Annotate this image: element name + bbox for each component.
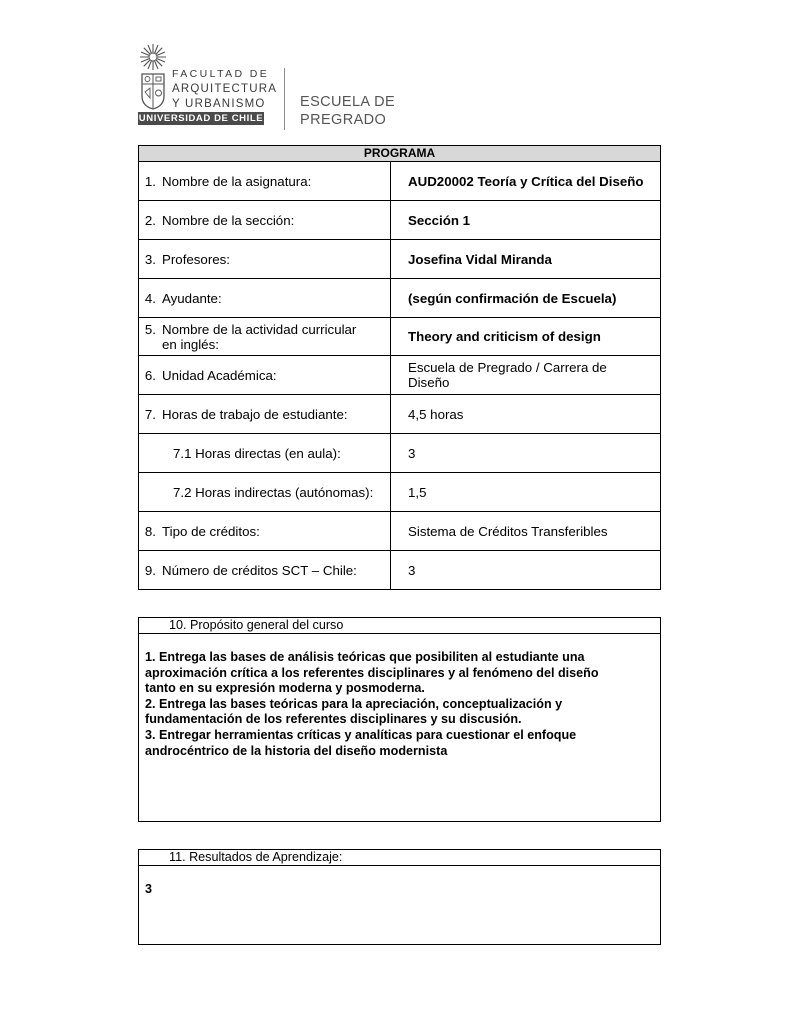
faculty-name bbox=[172, 67, 277, 112]
faculty-line-3: Y URBANISMO bbox=[172, 98, 266, 110]
row-label bbox=[162, 322, 356, 352]
faculty-logo bbox=[138, 42, 398, 132]
row-value: 1,5 bbox=[408, 484, 427, 500]
row-value: Sistema de Créditos Transferibles bbox=[408, 523, 608, 539]
row-value: Sección 1 bbox=[408, 212, 471, 228]
table-row bbox=[139, 318, 660, 356]
row-value: Theory and criticism of design bbox=[408, 329, 601, 344]
row-label: Unidad Académica: bbox=[162, 367, 277, 383]
table-row bbox=[139, 434, 660, 473]
row-value-line-2: Diseño bbox=[408, 375, 450, 390]
table-row bbox=[139, 395, 660, 434]
programa-title: PROGRAMA bbox=[139, 146, 660, 162]
row-value: 3 bbox=[408, 445, 416, 461]
faculty-line-2: ARQUITECTURA bbox=[172, 83, 278, 95]
row-value: 4,5 horas bbox=[408, 406, 464, 422]
proposito-line: fundamentación de los referentes disciplinares y su discusión. bbox=[145, 712, 522, 727]
row-value-line-1: Escuela de Pregrado / Carrera de bbox=[408, 360, 607, 375]
sun-crest-icon bbox=[138, 42, 168, 72]
row-label: Horas de trabajo de estudiante: bbox=[162, 406, 348, 422]
table-row bbox=[139, 512, 660, 551]
faculty-line-1: FACULTAD DE bbox=[172, 68, 270, 80]
row-number: 5. bbox=[144, 321, 156, 337]
row-number: 7. bbox=[144, 406, 156, 422]
table-row bbox=[139, 551, 660, 589]
row-number: 1. bbox=[144, 173, 156, 189]
row-label: Nombre de la sección: bbox=[162, 212, 295, 228]
row-number: 2. bbox=[144, 212, 156, 228]
row-label: 7.1 Horas directas (en aula): bbox=[173, 445, 341, 461]
shield-crest-icon bbox=[140, 72, 166, 110]
proposito-line: androcéntrico de la historia del diseño modernista bbox=[145, 743, 448, 758]
row-number: 3. bbox=[144, 251, 156, 267]
row-label: Ayudante: bbox=[162, 290, 222, 306]
row-value: AUD20002 Teoría y Crítica del Diseño bbox=[408, 173, 644, 189]
row-label: Número de créditos SCT – Chile: bbox=[162, 562, 357, 578]
row-number: 4. bbox=[144, 290, 156, 306]
row-number: 6. bbox=[144, 367, 156, 383]
school-line-1: ESCUELA DE bbox=[300, 94, 396, 110]
proposito-line: tanto en su expresión moderna y posmoderna. bbox=[145, 681, 425, 696]
proposito-section bbox=[138, 617, 661, 822]
row-label: Profesores: bbox=[162, 251, 230, 267]
row-label-line-2: en inglés: bbox=[162, 336, 219, 352]
table-row bbox=[139, 356, 660, 395]
school-line-2: PREGRADO bbox=[300, 112, 387, 128]
school-name bbox=[300, 93, 395, 129]
row-label: 7.2 Horas indirectas (autónomas): bbox=[173, 484, 374, 500]
university-name: UNIVERSIDAD DE CHILE bbox=[138, 113, 264, 124]
table-row bbox=[139, 279, 660, 318]
proposito-line: 1. Entrega las bases de análisis teóricas que posibiliten al estudiante una bbox=[145, 650, 585, 664]
table-row bbox=[139, 201, 660, 240]
proposito-line: 3. Entregar herramientas críticas y analíticas para cuestionar el enfoque bbox=[145, 727, 577, 742]
resultados-heading: 11. Resultados de Aprendizaje: bbox=[139, 850, 660, 866]
table-row bbox=[139, 162, 660, 201]
table-row bbox=[139, 240, 660, 279]
resultados-section bbox=[138, 849, 661, 945]
row-label: Tipo de créditos: bbox=[162, 523, 260, 539]
proposito-heading: 10. Propósito general del curso bbox=[139, 618, 660, 634]
resultados-body: 3 bbox=[145, 882, 153, 896]
logo-divider bbox=[284, 68, 285, 130]
table-row bbox=[139, 473, 660, 512]
row-label: Nombre de la asignatura: bbox=[162, 173, 312, 189]
row-number: 9. bbox=[144, 562, 156, 578]
row-label-line-1: Nombre de la actividad curricular bbox=[162, 321, 357, 337]
row-value: 3 bbox=[408, 562, 416, 578]
row-value: (según confirmación de Escuela) bbox=[408, 290, 617, 306]
row-value: Josefina Vidal Miranda bbox=[408, 251, 552, 267]
proposito-body bbox=[139, 634, 660, 759]
row-number: 8. bbox=[144, 523, 156, 539]
proposito-line: aproximación crítica a los referentes disciplinares y al fenómeno del diseño bbox=[145, 665, 599, 680]
proposito-line: 2. Entrega las bases teóricas para la apreciación, conceptualización y bbox=[145, 696, 563, 711]
programa-table bbox=[138, 145, 661, 590]
row-value bbox=[391, 356, 660, 394]
